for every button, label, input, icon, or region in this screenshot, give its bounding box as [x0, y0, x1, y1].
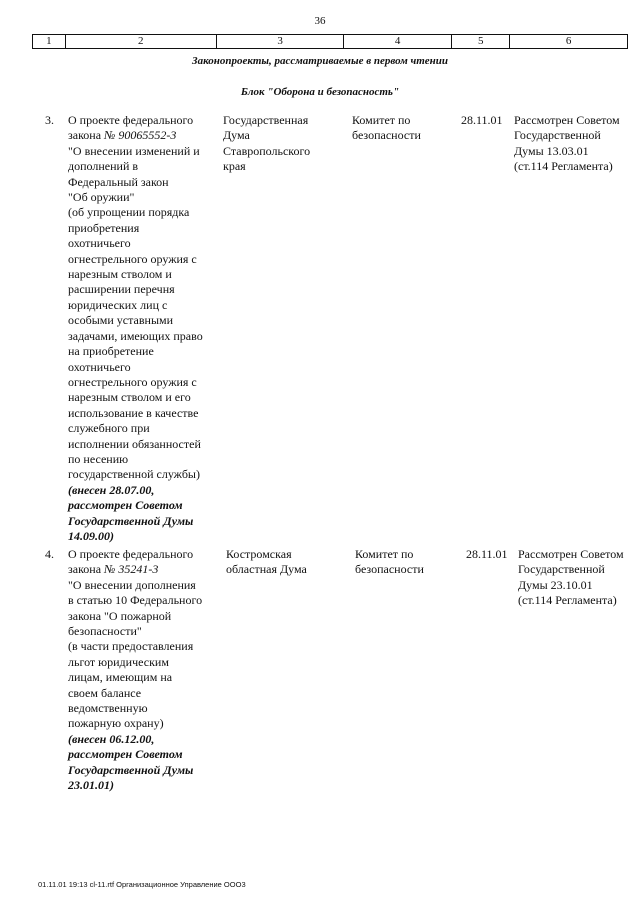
- status-line: Думы 13.03.01: [514, 143, 589, 158]
- description-line: расширении перечня: [68, 282, 175, 297]
- description-line: задачами, имеющих право: [68, 328, 203, 343]
- description-line: юридических лиц с: [68, 297, 168, 312]
- block-heading: Блок "Оборона и безопасность": [240, 86, 400, 98]
- initiator: [226, 547, 351, 578]
- status-line: Рассмотрен Советом: [518, 547, 624, 561]
- description-line: закона "О пожарной: [68, 608, 172, 623]
- bill-description: [68, 578, 218, 732]
- column-number: 6: [510, 35, 628, 49]
- column-number: 4: [344, 35, 452, 49]
- status-line: Государственной: [514, 128, 601, 143]
- page-number: 36: [314, 15, 326, 27]
- row-number: 4.: [45, 547, 54, 561]
- description-line: использование в качестве: [68, 405, 199, 420]
- bill-note: [68, 483, 218, 545]
- row-number: 3.: [45, 113, 54, 127]
- note-line: рассмотрен Советом: [68, 498, 183, 513]
- bill-status: [518, 547, 638, 609]
- committee-line: Комитет по: [352, 113, 411, 127]
- status-line: (ст.114 Регламента): [514, 159, 613, 174]
- status-line: Рассмотрен Советом: [514, 113, 620, 127]
- note-line: Государственной Думы: [68, 762, 194, 777]
- initiator: [223, 113, 348, 175]
- description-line: огнестрельного оружия с: [68, 251, 197, 266]
- description-line: ведомственную: [68, 701, 148, 716]
- column-number-header: [32, 34, 628, 49]
- initiator-line: Государственная: [223, 113, 309, 127]
- description-line: (об упрощении порядка: [68, 205, 190, 220]
- description-line: охотничьего: [68, 359, 131, 374]
- column-number: 3: [216, 35, 343, 49]
- bill-number: № 35241-3: [104, 562, 159, 577]
- initiator-line: Дума: [223, 128, 250, 143]
- status-line: Государственной: [518, 562, 605, 577]
- column-number: 1: [33, 35, 66, 49]
- description-line: охотничьего: [68, 236, 131, 251]
- description-line: в статью 10 Федерального: [68, 593, 203, 608]
- page-footer: 01.11.01 19:13 cl-11.rtf Организационное Управление ООО3: [38, 880, 246, 889]
- note-line: рассмотрен Советом: [68, 747, 183, 762]
- bill-title: [68, 547, 218, 794]
- committee-line: Комитет по: [355, 547, 414, 561]
- bill-title-prefix: О проекте федерального закона: [68, 113, 194, 143]
- description-line: лицам, имеющим на: [68, 670, 173, 685]
- description-line: исполнении обязанностей: [68, 436, 201, 451]
- committee-line: безопасности: [352, 128, 421, 143]
- description-line: особыми уставными: [68, 313, 174, 328]
- description-line: своем балансе: [68, 685, 142, 700]
- note-line: 14.09.00): [68, 528, 114, 543]
- description-line: Федеральный закон: [68, 174, 169, 189]
- note-line: Государственной Думы: [68, 513, 194, 528]
- description-line: безопасности": [68, 624, 142, 639]
- description-line: "Об оружии": [68, 190, 135, 205]
- description-line: приобретения: [68, 220, 140, 235]
- description-line: нарезным стволом и: [68, 267, 172, 282]
- initiator-line: областная Дума: [226, 562, 307, 577]
- committee: [355, 547, 460, 578]
- bill-number: № 90065552-3: [104, 128, 177, 143]
- description-line: нарезным стволом и его: [68, 390, 191, 405]
- bill-note: [68, 732, 218, 794]
- column-number: 2: [65, 35, 216, 49]
- description-line: на приобретение: [68, 344, 154, 359]
- review-date: 28.11.01: [466, 547, 508, 561]
- description-line: (в части предоставления: [68, 639, 194, 654]
- description-line: льгот юридическим: [68, 654, 169, 669]
- description-line: дополнений в: [68, 159, 139, 174]
- note-line: 23.01.01): [68, 778, 114, 793]
- initiator-line: края: [223, 159, 246, 174]
- committee-line: безопасности: [355, 562, 424, 577]
- description-line: "О внесении изменений и: [68, 143, 200, 158]
- section-heading: Законопроекты, рассматриваемые в первом чтении: [192, 55, 448, 67]
- bill-title-prefix: О проекте федерального закона: [68, 547, 194, 577]
- description-line: огнестрельного оружия с: [68, 374, 197, 389]
- description-line: по несению: [68, 451, 129, 466]
- status-line: (ст.114 Регламента): [518, 593, 617, 608]
- description-line: служебного при: [68, 421, 150, 436]
- committee: [352, 113, 457, 144]
- description-line: "О внесении дополнения: [68, 577, 196, 592]
- review-date: 28.11.01: [461, 113, 503, 127]
- bill-title: [68, 113, 218, 544]
- initiator-line: Ставропольского: [223, 143, 311, 158]
- note-line: (внесен 06.12.00,: [68, 731, 155, 746]
- description-line: государственной службы): [68, 467, 200, 482]
- note-line: (внесен 28.07.00,: [68, 482, 155, 497]
- description-line: пожарную охрану): [68, 716, 164, 731]
- bill-status: [514, 113, 638, 175]
- status-line: Думы 23.10.01: [518, 577, 593, 592]
- column-number: 5: [452, 35, 510, 49]
- bill-description: [68, 144, 218, 483]
- initiator-line: Костромская: [226, 547, 292, 561]
